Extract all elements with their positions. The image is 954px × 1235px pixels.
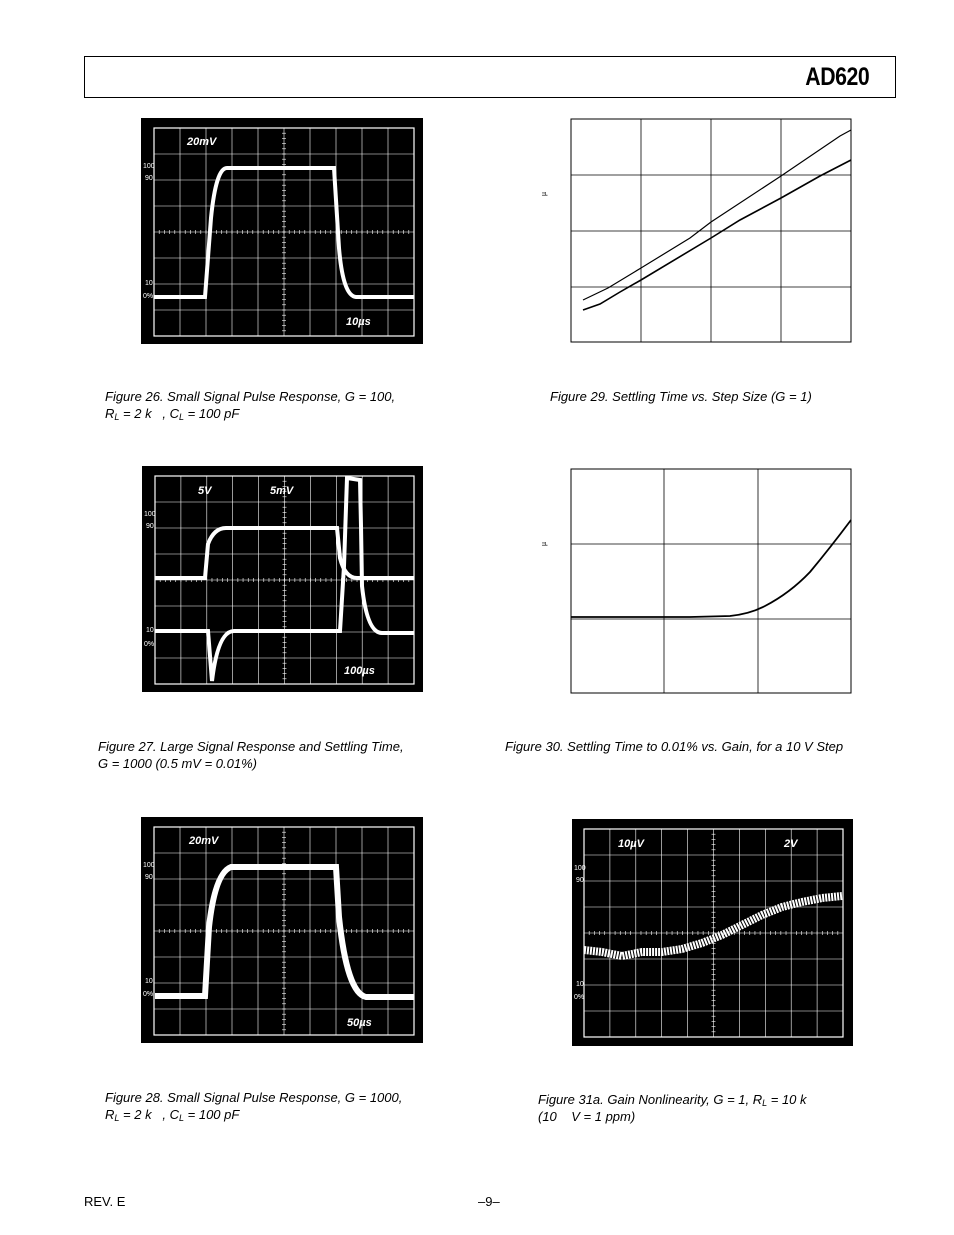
fig27-mark-100: 100 <box>144 511 156 518</box>
fig26-caption <box>105 388 395 422</box>
fig28-vdiv: 20mV <box>189 835 219 847</box>
fig29-grid <box>571 119 851 342</box>
fig26-cap-r: R <box>105 406 115 421</box>
fig28-cap-rval: = 2 k , C <box>119 1107 180 1122</box>
fig27-vdiv: 5V <box>198 485 212 497</box>
fig28-caption-line2 <box>105 1106 402 1123</box>
fig28-caption <box>105 1089 402 1123</box>
fig28-cap-csub: L <box>179 1113 185 1123</box>
fig26-mark-0: 0% <box>143 293 154 300</box>
fig26-grid <box>154 128 414 336</box>
fig28-scope <box>141 817 423 1043</box>
fig28-mark-10: 10 <box>145 978 153 985</box>
fig27-caption-line1: Figure 27. Large Signal Response and Settling Time, <box>98 739 404 754</box>
fig28-grid <box>154 827 414 1035</box>
fig27-mark-90: 90 <box>146 523 154 530</box>
fig30-caption: Figure 30. Settling Time to 0.01% vs. Gain, for a 10 V Step <box>505 739 844 754</box>
fig29-svg <box>540 118 854 344</box>
fig26-mark-100: 100 <box>143 163 155 170</box>
fig29-caption: Figure 29. Settling Time vs. Step Size (G = 1) <box>550 389 812 404</box>
fig29-series-1 <box>583 130 851 300</box>
fig26-cap-csub: L <box>179 412 185 422</box>
fig28-caption-line1: Figure 28. Small Signal Pulse Response, G = 1000, <box>105 1090 403 1105</box>
fig26-tdiv: 10µs <box>346 316 371 328</box>
fig29-chart <box>540 118 854 344</box>
fig27-caption-line2: G = 1000 (0.5 mV = 0.01%) <box>98 756 257 771</box>
fig30-grid <box>571 469 851 693</box>
fig30-ylabel: µ <box>541 541 548 546</box>
fig27-caption <box>98 738 404 772</box>
fig26-cap-rsub: L <box>114 412 120 422</box>
fig26-mark-90: 90 <box>145 175 153 182</box>
header-title: AD620 <box>804 63 869 91</box>
fig31a-caption <box>538 1091 807 1125</box>
fig31a-mark-10: 10 <box>576 981 584 988</box>
fig30-chart <box>540 468 854 695</box>
fig28-cap-r: R <box>105 1107 115 1122</box>
fig27-tdiv: 100µs <box>344 665 375 677</box>
fig28-cap-rsub: L <box>114 1113 120 1123</box>
fig31a-mark-0: 0% <box>574 994 585 1001</box>
fig31a-vdiv: 10µV <box>618 838 644 850</box>
fig28-mark-0: 0% <box>143 991 154 998</box>
fig28-scope-svg <box>141 817 423 1043</box>
fig27-vdiv2: 5mV <box>270 485 294 497</box>
fig31a-mark-90: 90 <box>576 877 584 884</box>
fig30-series-1 <box>571 520 851 617</box>
fig27-scope-svg <box>142 466 423 692</box>
fig31a-cap-rval: = 10 k <box>767 1092 807 1107</box>
fig28-mark-90: 90 <box>145 874 153 881</box>
fig29-ylabel: µ <box>541 191 548 196</box>
fig29-series-2 <box>583 160 851 310</box>
fig31a-vdiv2: 2V <box>784 838 798 850</box>
fig26-caption-line2 <box>105 405 395 422</box>
fig31a-trace <box>584 896 842 956</box>
fig26-caption-line1: Figure 26. Small Signal Pulse Response, G = 100, <box>105 389 396 404</box>
fig30-svg <box>540 468 854 695</box>
fig26-vdiv: 20mV <box>187 136 217 148</box>
fig31a-grid <box>584 829 843 1037</box>
fig31a-mark-100: 100 <box>574 865 586 872</box>
fig31a-caption-line1 <box>538 1091 807 1108</box>
fig26-scope-svg <box>141 118 423 344</box>
fig27-mark-10: 10 <box>146 627 154 634</box>
page-header <box>84 56 896 98</box>
fig31a-cap-rsub: L <box>762 1098 768 1108</box>
fig31a-scope-svg <box>572 819 853 1046</box>
fig31a-caption-line2: (10 V = 1 ppm) <box>538 1109 636 1124</box>
fig27-mark-0: 0% <box>144 641 155 648</box>
fig26-mark-10: 10 <box>145 280 153 287</box>
fig28-tdiv: 50µs <box>347 1017 372 1029</box>
fig28-cap-cval: = 100 pF <box>184 1107 240 1122</box>
fig26-cap-cval: = 100 pF <box>184 406 240 421</box>
footer-rev: REV. E <box>84 1194 126 1209</box>
fig28-mark-100: 100 <box>143 862 155 869</box>
fig27-scope <box>142 466 423 692</box>
fig31a-scope <box>572 819 853 1046</box>
fig31a-cap-main: Figure 31a. Gain Nonlinearity, G = 1, R <box>538 1092 763 1107</box>
fig26-scope <box>141 118 423 344</box>
fig26-cap-rval: = 2 k , C <box>119 406 180 421</box>
footer-page-number: –9– <box>478 1194 500 1209</box>
